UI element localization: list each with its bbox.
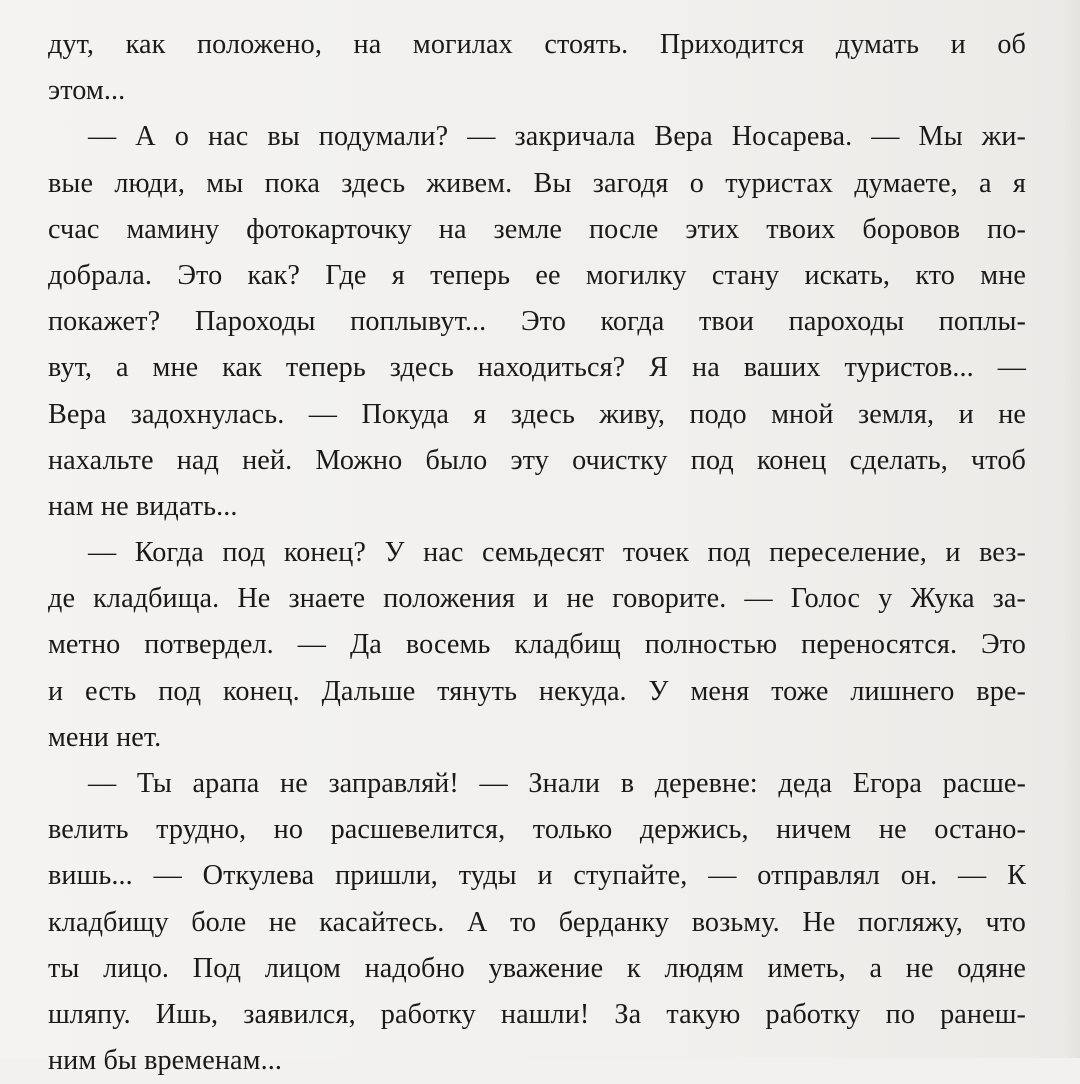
text-line: вишь... — Откулева пришли, туды и ступайте, — отправлял он. — К [48,860,1026,892]
text-line: ты лицо. Под лицом надобно уважение к людям иметь, а не одяне [48,952,1026,984]
text-line: велить трудно, но расшевелится, только держись, ничем не остано- [48,814,1026,846]
text-line: ним бы временам... [48,1045,283,1077]
text-line: де кладбища. Не знаете положения и не говорите. — Голос у Жука за- [48,583,1026,615]
text-line: — А о нас вы подумали? — закричала Вера Носарева. — Мы жи- [88,121,1026,153]
text-line: нам не видать... [48,490,238,522]
text-line: покажет? Пароходы поплывут... Это когда твои пароходы поплы- [48,306,1026,338]
text-line: шляпу. Ишь, заявился, работку нашли! За такую работку по ранеш- [48,998,1026,1030]
text-line: — Ты арапа не заправляй! — Знали в деревне: деда Егора расше- [88,768,1026,799]
text-line: вые люди, мы пока здесь живем. Вы загодя о туристах думаете, а я [48,167,1026,199]
text-line: нахальте над ней. Можно было эту очистку под конец сделать, чтоб [48,444,1026,476]
page-text [48,22,1026,1084]
text-line: счас мамину фотокарточку на земле после этих твоих боровов по- [48,213,1026,245]
text-line: кладбищу боле не касайтесь. А то берданку возьму. Не погляжу, что [48,906,1026,938]
text-line: вут, а мне как теперь здесь находиться? Я на ваших туристов... — [48,352,1026,384]
text-line: и есть под конец. Дальше тянуть некуда. У меня тоже лишнего вре- [48,675,1026,707]
text-line: этом... [48,75,126,107]
text-line: дут, как положено, на могилах стоять. Приходится думать и об [48,29,1026,60]
text-line: добрала. Это как? Где я теперь ее могилку стану искать, кто мне [48,259,1026,291]
page-edge-shadow [1064,0,1080,1058]
text-line: метно потвердел. — Да восемь кладбищ полностью переносятся. Это [48,629,1026,661]
text-line: мени нет. [48,721,162,753]
text-line: — Когда под конец? У нас семьдесят точек под переселение, и вез- [88,537,1026,569]
text-line: Вера задохнулась. — Покуда я здесь живу, подо мной земля, и не [48,398,1026,430]
